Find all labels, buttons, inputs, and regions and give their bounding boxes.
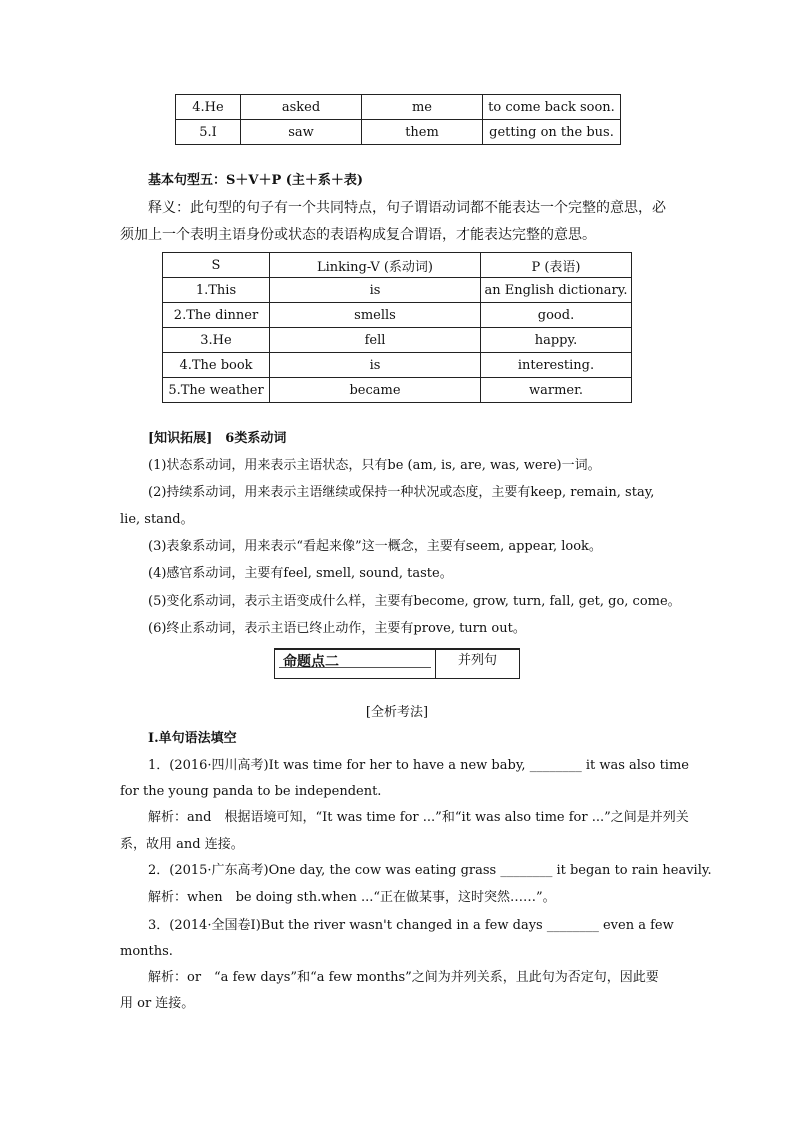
pattern5-explain-line2: 须加上一个表明主语身份或状态的表语构成复合谓语，才能表达完整的意思。 xyxy=(120,227,596,243)
question-1-line1: 1．(2016·四川高考)It was time for her to have a new baby, ________ it was also time xyxy=(148,758,689,773)
table-row xyxy=(163,278,632,303)
knowledge-item: (6)终止系动词，表示主语已终止动作，主要有prove, turn out。 xyxy=(148,621,526,636)
topic-label: 命题点二 xyxy=(283,654,339,670)
table-cell: to come back soon. xyxy=(483,95,621,120)
section-title: Ⅰ.单句语法填空 xyxy=(148,731,237,746)
answer-2: 解析：when be doing sth.when ...“正在做某事，这时突然……”。 xyxy=(148,890,556,905)
knowledge-item: (3)表象系动词，用来表示“看起来像”这一概念，主要有seem, appear, look。 xyxy=(148,539,602,554)
table-cell: smells xyxy=(270,303,481,328)
topic-box xyxy=(274,648,520,679)
question-3-line1: 3．(2014·全国卷Ⅰ)But the river wasn't changed in a few days ________ even a few xyxy=(148,918,674,933)
knowledge-item: (5)变化系动词，表示主语变成什么样，主要有become, grow, turn, fall, get, go, come。 xyxy=(148,594,681,609)
table-cell: 4.He xyxy=(176,95,241,120)
table-cell: fell xyxy=(270,328,481,353)
table-row xyxy=(163,378,632,403)
table-cell: 4.The book xyxy=(163,353,270,378)
linking-verb-table xyxy=(162,252,632,403)
table-cell: asked xyxy=(241,95,362,120)
table-cell: 5.The weather xyxy=(163,378,270,403)
answer-3-line1: 解析：or “a few days”和“a few months”之间为并列关系，且此句为否定句，因此要 xyxy=(148,970,659,985)
topic-label-cell xyxy=(275,650,436,678)
knowledge-item: lie, stand。 xyxy=(120,512,194,527)
topic-name: 并列句 xyxy=(458,653,498,668)
table-cell: became xyxy=(270,378,481,403)
table-row xyxy=(176,120,621,145)
knowledge-item: (4)感官系动词，主要有feel, smell, sound, taste。 xyxy=(148,566,453,581)
table-header-cell: Linking-V (系动词) xyxy=(270,253,481,278)
table-cell: is xyxy=(270,278,481,303)
topic-underline xyxy=(279,667,431,668)
pattern5-title: 基本句型五：S＋V＋P (主＋系＋表) xyxy=(148,173,364,188)
question-1-line2: for the young panda to be independent. xyxy=(120,784,382,799)
table-row xyxy=(163,353,632,378)
table-cell: 3.He xyxy=(163,328,270,353)
table-cell: an English dictionary. xyxy=(481,278,632,303)
table-cell: warmer. xyxy=(481,378,632,403)
answer-1-line2: 系，故用 and 连接。 xyxy=(120,837,244,852)
table-cell: happy. xyxy=(481,328,632,353)
question-3-line2: months. xyxy=(120,944,173,959)
table-cell: good. xyxy=(481,303,632,328)
answer-3-line2: 用 or 连接。 xyxy=(120,996,195,1011)
table-cell: me xyxy=(362,95,483,120)
table-cell: 5.I xyxy=(176,120,241,145)
table-cell: 1.This xyxy=(163,278,270,303)
sentence-table-svoc xyxy=(175,94,621,145)
table-cell: them xyxy=(362,120,483,145)
table-header-cell: P (表语) xyxy=(481,253,632,278)
analysis-title: [全析考法] xyxy=(365,705,429,720)
answer-1-line1: 解析：and 根据语境可知，“It was time for ...”和“it was also time for ...”之间是并列关 xyxy=(148,810,689,825)
table-header-cell: S xyxy=(163,253,270,278)
table-cell: getting on the bus. xyxy=(483,120,621,145)
table-header-row xyxy=(163,253,632,278)
table-row xyxy=(163,303,632,328)
pattern5-explain-line1: 释义：此句型的句子有一个共同特点，句子谓语动词都不能表达一个完整的意思，必 xyxy=(148,200,666,216)
table-cell: is xyxy=(270,353,481,378)
table-cell: interesting. xyxy=(481,353,632,378)
table-row xyxy=(176,95,621,120)
knowledge-item: (2)持续系动词，用来表示主语继续或保持一种状况或态度，主要有keep, remain, stay, xyxy=(148,485,655,500)
table-cell: saw xyxy=(241,120,362,145)
table-row xyxy=(163,328,632,353)
knowledge-item: (1)状态系动词，用来表示主语状态，只有be (am, is, are, was, were)一词。 xyxy=(148,458,601,473)
knowledge-title: [知识拓展] 6类系动词 xyxy=(148,431,287,446)
question-2: 2．(2015·广东高考)One day, the cow was eating grass ________ it began to rain heavily. xyxy=(148,863,712,878)
table-cell: 2.The dinner xyxy=(163,303,270,328)
